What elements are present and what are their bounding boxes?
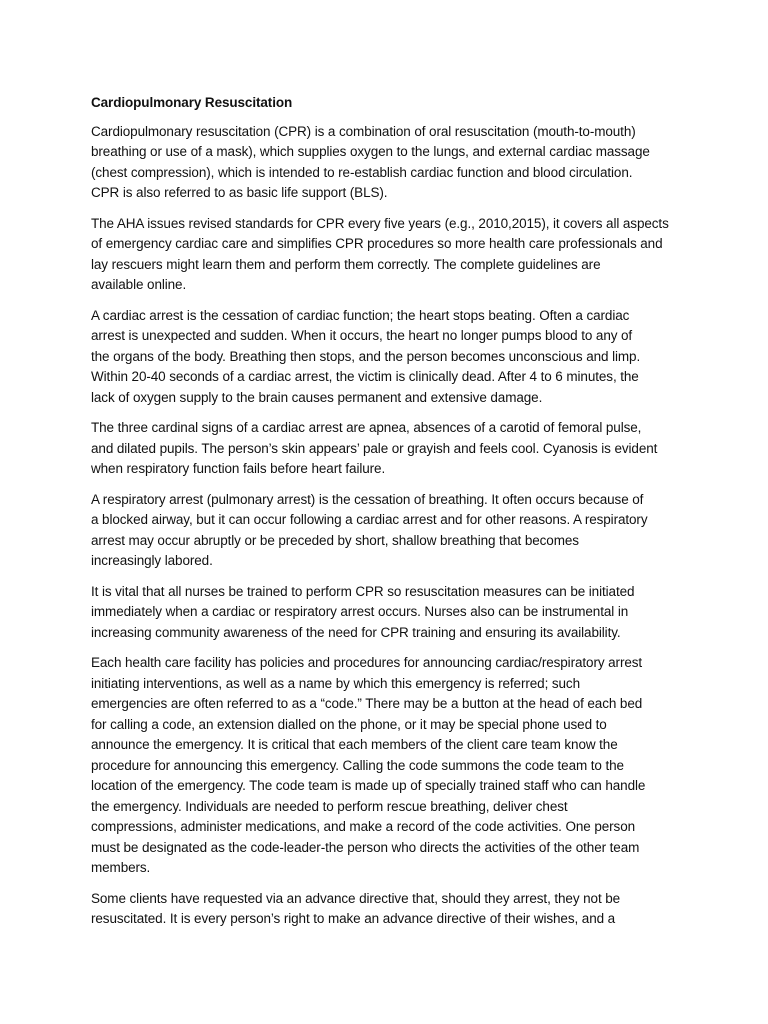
text-line: A respiratory arrest (pulmonary arrest) is the cessation of breathing. It often occurs because of [91,491,644,507]
text-line: immediately when a cardiac or respiratory arrest occurs. Nurses also can be instrumental in [91,604,629,619]
text-line: Some clients have requested via an advance directive that, should they arrest, they not be [91,890,621,906]
text-line: for calling a code, an extension dialled on the phone, or it may be special phone used to [91,716,607,732]
text-line: resuscitated. It is every person’s right to make an advance directive of their wishes, and a [91,911,616,926]
text-line: must be designated as the code-leader-the person who directs the activities of the other team [91,839,640,855]
paragraph-respiratory-arrest [91,490,681,572]
paragraph-nurse-training [91,582,681,644]
text-line: Each health care facility has policies and procedures for announcing cardiac/respiratory arrest [91,655,643,670]
text-line: available online. [91,277,187,292]
text-line: and dilated pupils. The person’s skin appears’ pale or grayish and feels cool. Cyanosis is evident [91,440,658,456]
text-line: CPR is also referred to as basic life support (BLS). [91,185,388,200]
text-line: breathing or use of a mask), which supplies oxygen to the lungs, and external cardiac massage [91,144,650,159]
text-line: lay rescuers might learn them and perform them correctly. The complete guidelines are [91,256,601,272]
text-line: procedure for announcing this emergency. Calling the code summons the code team to the [91,757,624,773]
text-line: arrest is unexpected and sudden. When it occurs, the heart no longer pumps blood to any of [91,328,633,343]
text-line: members. [91,860,151,875]
document-title: Cardiopulmonary Resuscitation [91,95,293,110]
text-line: The three cardinal signs of a cardiac arrest are apnea, absences of a carotid of femoral pulse, [91,420,642,435]
paragraph-aha-standards [91,214,681,296]
paragraph-advance-directive [91,889,681,930]
document-page [91,93,681,940]
text-line: It is vital that all nurses be trained to perform CPR so resuscitation measures can be initiated [91,583,635,599]
text-line: when respiratory function fails before heart failure. [91,461,386,476]
text-line: a blocked airway, but it can occur following a cardiac arrest and for other reasons. A respiratory [91,512,648,527]
paragraph-code-procedures [91,653,681,879]
text-line: emergencies are often referred to as a “code.” There may be a button at the head of each bed [91,696,643,711]
text-line: the organs of the body. Breathing then stops, and the person becomes unconscious and limp. [91,348,641,364]
text-line: compressions, administer medications, and make a record of the code activities. One person [91,819,636,834]
text-line: A cardiac arrest is the cessation of cardiac function; the heart stops beating. Often a cardiac [91,307,630,323]
text-line: Cardiopulmonary resuscitation (CPR) is a combination of oral resuscitation (mouth-to-mouth) [91,123,636,139]
text-line: (chest compression), which is intended to re-establish cardiac function and blood circulation. [91,164,633,180]
text-line: lack of oxygen supply to the brain causes permanent and extensive damage. [91,389,543,405]
text-line: announce the emergency. It is critical that each members of the client care team know the [91,737,618,752]
text-line: increasing community awareness of the need for CPR training and ensuring its availability. [91,624,621,640]
text-line: increasingly labored. [91,553,213,568]
text-line: arrest may occur abruptly or be preceded by short, shallow breathing that becomes [91,532,579,548]
paragraph-cpr-definition [91,122,681,204]
text-line: location of the emergency. The code team is made up of specially trained staff who can handle [91,778,646,793]
text-line: The AHA issues revised standards for CPR every five years (e.g., 2010,2015), it covers all aspects [91,215,669,231]
paragraph-cardiac-arrest [91,306,681,409]
text-line: initiating interventions, as well as a name by which this emergency is referred; such [91,675,580,691]
text-line: Within 20-40 seconds of a cardiac arrest, the victim is clinically dead. After 4 to 6 minutes, the [91,369,639,384]
paragraph-cardinal-signs [91,418,681,480]
text-line: the emergency. Individuals are needed to perform rescue breathing, deliver chest [91,798,568,814]
text-line: of emergency cardiac care and simplifies CPR procedures so more health care professionals and [91,236,663,251]
